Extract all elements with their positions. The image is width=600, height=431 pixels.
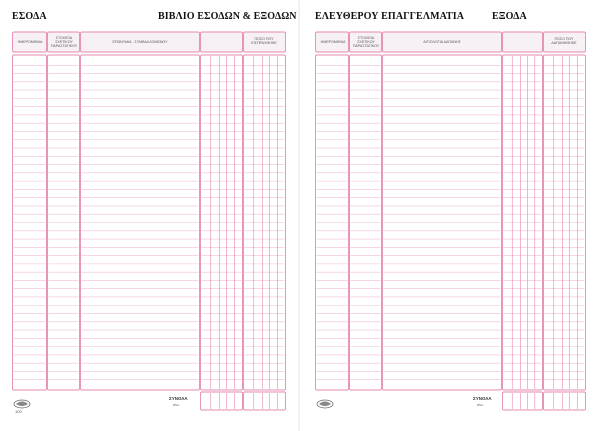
header-amount [543, 37, 585, 45]
header-cell [503, 32, 543, 52]
totals-box [201, 392, 243, 410]
expense-ledger-lines [316, 32, 586, 410]
header-amount-line1: ΠΟΣΟ ΠΟΥ [554, 37, 574, 41]
totals-label: ΣΥΝΟΛΑ [473, 396, 492, 401]
header-document-line1: ΣΤΟΙΧΕΙΑ [55, 36, 73, 40]
publisher-logo-icon [315, 398, 335, 410]
totals-box [244, 392, 286, 410]
left-page-title: ΕΣΟΔΑ [12, 11, 47, 22]
right-page [300, 0, 600, 431]
header-document-line3: ΠΑΡΑΣΤΑΤΙΚΟΥ [50, 44, 78, 48]
header-date: ΗΜΕΡΟΜΗΝΙΑ [320, 40, 346, 44]
right-page-title: ΕΛΕΥΘΕΡΟΥ ΕΠΑΓΓΕΛΜΑΤΙΑ [315, 11, 465, 22]
totals-box [544, 392, 586, 410]
header-cell [201, 32, 243, 52]
header-document-line3: ΠΑΡΑΣΤΑΤΙΚΟΥ [352, 44, 380, 48]
expenses-title: ΕΞΟΔΑ [492, 11, 527, 22]
header-document [47, 36, 81, 48]
totals-label: ΣΥΝΟΛΑ [169, 396, 188, 401]
header-document-line1: ΣΤΟΙΧΕΙΑ [357, 36, 375, 40]
header-document-line2: ΣΧΕΤΙΚΟΥ [55, 40, 73, 44]
header-document-line2: ΣΧΕΤΙΚΟΥ [357, 40, 375, 44]
carried-forward-label: σ/ω [477, 403, 483, 407]
header-amount-line2: ΕΙΣΠΡΑΧΘΗΚΕ [251, 41, 277, 45]
header-description: ΕΠΩΝΥΜΙΑ - ΣΥΜΒΑΛΛΟΜΕΝΟΥ [112, 40, 168, 44]
carried-forward-label: σ/ω [173, 403, 179, 407]
header-amount [243, 37, 285, 45]
header-amount-line1: ΠΟΣΟ ΠΟΥ [254, 37, 274, 41]
income-ledger-lines [13, 32, 286, 410]
header-amount-line2: ΔΑΠΑΝΗΘΗΚΕ [551, 41, 577, 45]
header-description: ΑΙΤΙΟΛΟΓΙΑ ΔΑΠΑΝΗΣ [423, 40, 461, 44]
book-title: ΒΙΒΛΙΟ ΕΣΟΔΩΝ & ΕΞΟΔΩΝ [158, 11, 297, 22]
page-number: 100 [15, 409, 22, 414]
expense-ledger-grid [300, 0, 600, 431]
totals-box [503, 392, 543, 410]
header-date: ΗΜΕΡΟΜΗΝΙΑ [17, 40, 43, 44]
header-document [349, 36, 383, 48]
